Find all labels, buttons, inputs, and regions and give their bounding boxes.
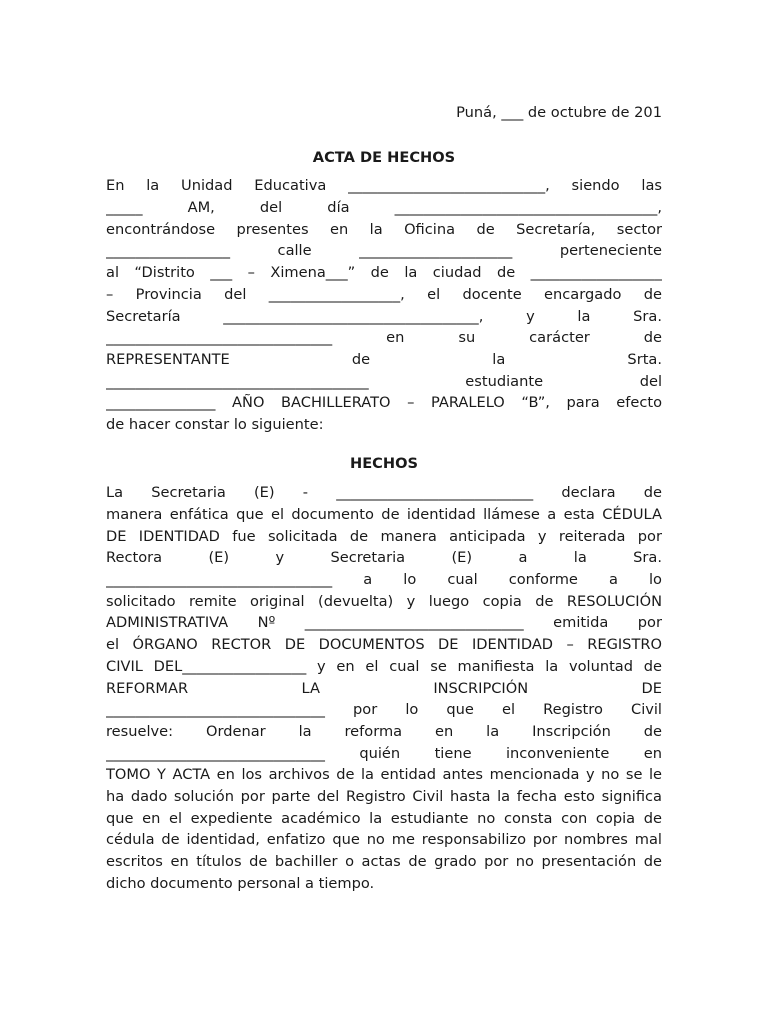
- paragraph-line: ADMINISTRATIVA Nº ______________________________ emitida por: [106, 614, 662, 632]
- paragraph-line: TOMO Y ACTA en los archivos de la entidad antes mencionada y no se le: [106, 766, 662, 784]
- paragraph-line: de hacer constar lo siguiente:: [106, 415, 324, 433]
- paragraph-line: Secretaría ___________________________________, y la Sra.: [106, 307, 662, 325]
- paragraph-line: DE IDENTIDAD fue solicitada de manera anticipada y reiterada por: [106, 527, 662, 545]
- intro-paragraph: [106, 175, 662, 435]
- date-line: Puná, ___ de octubre de 201: [456, 104, 662, 121]
- paragraph-line: _______________________________ en su carácter de: [106, 329, 662, 347]
- paragraph-line: escritos en títulos de bachiller o actas de grado por no presentación de: [106, 853, 662, 871]
- paragraph-line: REFORMAR LA INSCRIPCIÓN DE: [106, 679, 662, 697]
- paragraph-line: ______________________________ por lo que el Registro Civil: [106, 701, 662, 719]
- paragraph-line: que en el expediente académico la estudiante no consta con copia de: [106, 809, 662, 827]
- paragraph-line: Rectora (E) y Secretaria (E) a la Sra.: [106, 549, 662, 567]
- document-title: ACTA DE HECHOS: [312, 148, 456, 166]
- facts-paragraph: [106, 482, 662, 894]
- paragraph-line: cédula de identidad, enfatizo que no me responsabilizo por nombres mal: [106, 831, 662, 849]
- paragraph-line: solicitado remite original (devuelta) y luego copia de RESOLUCIÓN: [106, 592, 662, 610]
- paragraph-line: _________________ calle _____________________ perteneciente: [106, 242, 662, 260]
- paragraph-line: La Secretaria (E) - ___________________________ declara de: [106, 484, 662, 502]
- paragraph-line: CIVIL DEL_________________ y en el cual se manifiesta la voluntad de: [106, 657, 662, 675]
- section-heading-hechos: HECHOS: [349, 454, 419, 472]
- paragraph-line: – Provincia del __________________, el docente encargado de: [106, 285, 662, 303]
- paragraph-line: dicho documento personal a tiempo.: [106, 874, 375, 892]
- paragraph-line: ______________________________ quién tiene inconveniente en: [106, 744, 662, 762]
- paragraph-line: ____________________________________ estudiante del: [106, 372, 662, 390]
- paragraph-line: En la Unidad Educativa ___________________________, siendo las: [106, 177, 662, 195]
- paragraph-line: _____ AM, del día ____________________________________,: [106, 199, 662, 217]
- paragraph-line: _______________________________ a lo cual conforme a lo: [106, 571, 662, 589]
- paragraph-line: al “Distrito ___ – Ximena___” de la ciudad de __________________: [106, 264, 662, 282]
- document-body: [106, 102, 662, 894]
- paragraph-line: _______________ AÑO BACHILLERATO – PARALELO “B”, para efecto: [106, 394, 662, 412]
- paragraph-line: resuelve: Ordenar la reforma en la Inscripción de: [106, 722, 662, 740]
- paragraph-line: manera enfática que el documento de identidad llámese a esta CÉDULA: [106, 506, 662, 524]
- paragraph-line: REPRESENTANTE de la Srta.: [106, 350, 662, 368]
- paragraph-line: el ÓRGANO RECTOR DE DOCUMENTOS DE IDENTIDAD – REGISTRO: [106, 636, 662, 654]
- paragraph-line: ha dado solución por parte del Registro Civil hasta la fecha esto significa: [106, 787, 662, 805]
- paragraph-line: encontrándose presentes en la Oficina de Secretaría, sector: [106, 220, 662, 238]
